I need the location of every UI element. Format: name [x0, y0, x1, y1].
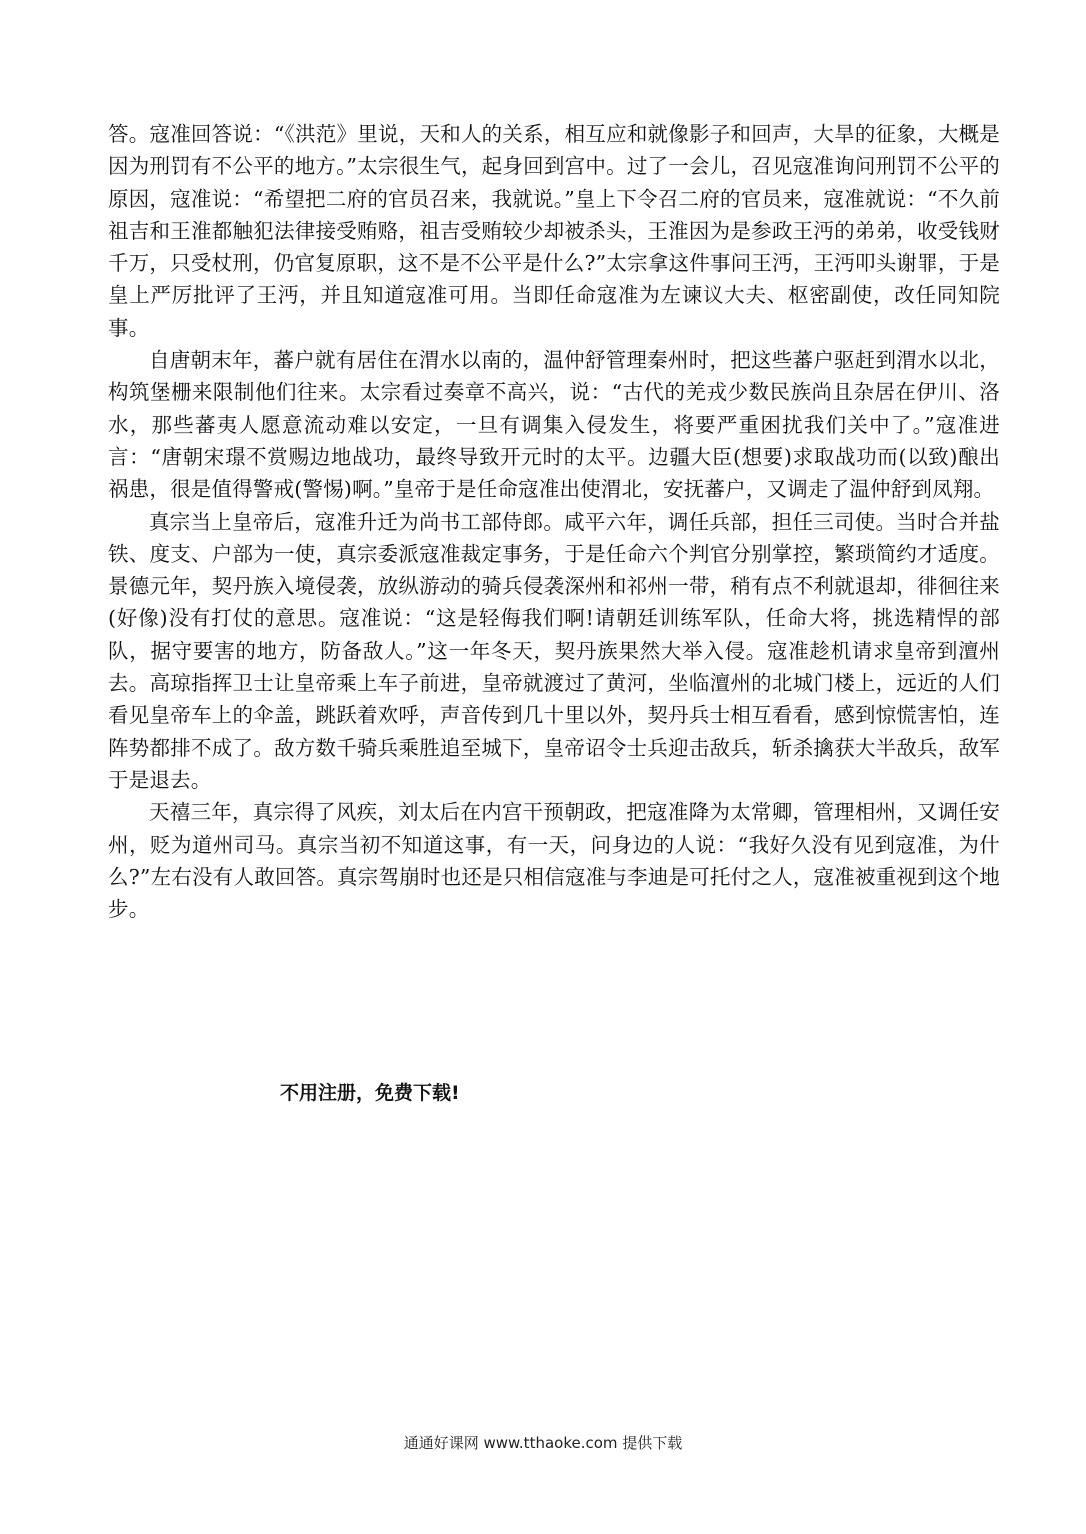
body-text	[108, 118, 1000, 925]
paragraph-1: 答。寇准回答说：“《洪范》里说，天和人的关系，相互应和就像影子和回声，大旱的征象，大概是因为刑罚有不公平的地方。”太宗很生气，起身回到宫中。过了一会儿，召见寇准询问刑罚不公平的原因，寇准说：“希望把二府的官员召来，我就说。”皇上下令召二府的官员来，寇准就说：“不久前祖吉和王淮都触犯法律接受贿赂，祖吉受贿较少却被杀头，王淮因为是参政王沔的弟弟，收受钱财千万，只受杖刑，仍官复原职，这不是不公平是什么?”太宗拿这件事问王沔，王沔叩头谢罪，于是皇上严厉批评了王沔，并且知道寇准可用。当即任命寇准为左谏议大夫、枢密副使，改任同知院事。	[108, 122, 1000, 340]
page-footer: 通通好课网 www.tthaoke.com 提供下载	[403, 1434, 683, 1452]
paragraph-2: 自唐朝末年，蕃户就有居住在渭水以南的，温仲舒管理秦州时，把这些蕃户驱赶到渭水以北，构筑堡栅来限制他们往来。太宗看过奏章不高兴，说：“古代的羌戎少数民族尚且杂居在伊川、洛水，那些蕃夷人愿意流动难以安定，一旦有调集入侵发生，将要严重困扰我们关中了。”寇准进言：“唐朝宋璟不赏赐边地战功，最终导致开元时的太平。边疆大臣(想要)求取战功而(以致)酿出祸患，很是值得警戒(警惕)啊。”皇帝于是任命寇准出使渭北，安抚蕃户，又调走了温仲舒到凤翔。	[108, 348, 1000, 502]
paragraph-4: 天禧三年，真宗得了风疾，刘太后在内宫干预朝政，把寇准降为太常卿，管理相州，又调任安州，贬为道州司马。真宗当初不知道这事，有一天，问身边的人说：“我好久没有见到寇准，为什么?”左右没有人敢回答。真宗驾崩时也还是只相信寇准与李迪是可托付之人，寇准被重视到这个地步。	[108, 800, 1000, 922]
promo-text: 不用注册，免费下载!	[280, 1082, 460, 1104]
paragraph-3: 真宗当上皇帝后，寇准升迁为尚书工部侍郎。咸平六年，调任兵部，担任三司使。当时合并盐铁、度支、户部为一使，真宗委派寇准裁定事务，于是任命六个判官分别掌控，繁琐简约才适度。景德元年，契丹族入境侵袭，放纵游动的骑兵侵袭深州和祁州一带，稍有点不利就退却，徘徊往来(好像)没有打仗的意思。寇准说：“这是轻侮我们啊!请朝廷训练军队，任命大将，挑选精悍的部队，据守要害的地方，防备敌人。”这一年冬天，契丹族果然大举入侵。寇准趁机请求皇帝到澶州去。高琼指挥卫士让皇帝乘上车子前进，皇帝就渡过了黄河，坐临澶州的北城门楼上，远近的人们看见皇帝车上的伞盖，跳跃着欢呼，声音传到几十里以外，契丹兵士相互看看，感到惊慌害怕，连阵势都排不成了。敌方数千骑兵乘胜追至城下，皇帝诏令士兵迎击敌兵，斩杀擒获大半敌兵，敌军于是退去。	[108, 509, 1000, 792]
